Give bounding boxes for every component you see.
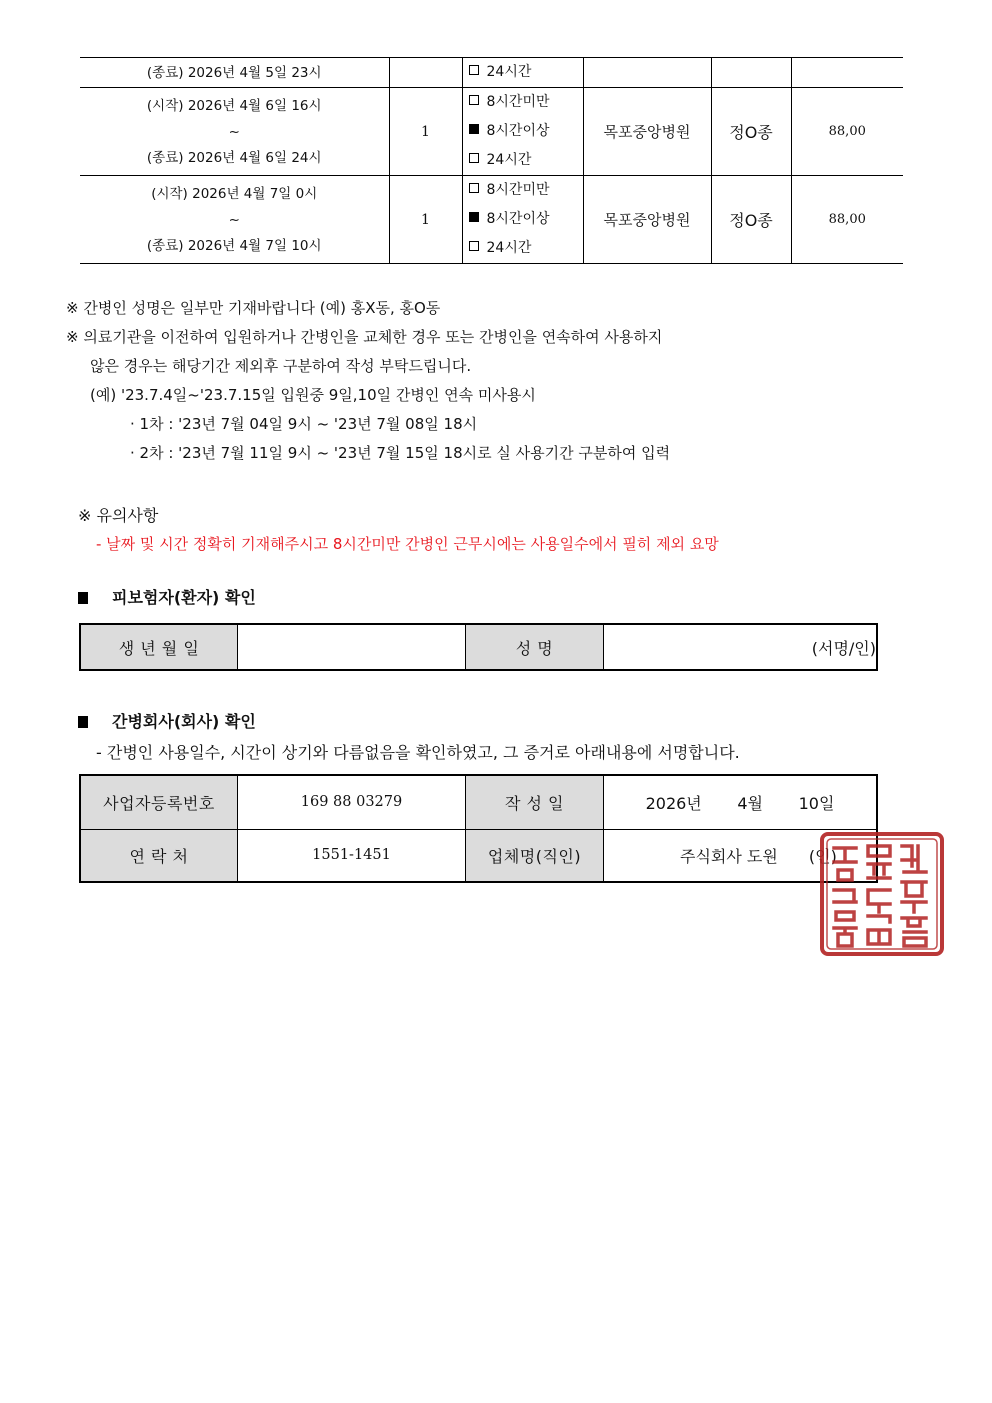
patient-name-label: 성 명 bbox=[466, 624, 604, 670]
note-transfer-cont: 않은 경우는 해당기간 제외후 구분하여 작성 부탁드립니다. bbox=[90, 357, 472, 375]
amount bbox=[791, 58, 903, 88]
period-end: (종료) 2026년 4월 5일 23시 bbox=[146, 64, 322, 81]
company-seal-stamp bbox=[818, 830, 946, 958]
option-under-8h[interactable]: 8시간미만 bbox=[463, 176, 583, 205]
note-example-1: · 1차 : '23년 7월 04일 9시 ~ '23년 7월 08일 18시 bbox=[130, 415, 478, 433]
biz-number-value: 169 88 03279 bbox=[238, 775, 466, 829]
checkbox-checked-icon bbox=[469, 212, 479, 222]
amount: 88,00 bbox=[791, 176, 903, 264]
day-count bbox=[389, 58, 462, 88]
option-over-8h[interactable]: 8시간이상 bbox=[463, 117, 583, 146]
period-tilde: ~ bbox=[228, 123, 240, 140]
hours-options bbox=[462, 176, 583, 264]
option-under-8h[interactable]: 8시간미만 bbox=[463, 88, 583, 117]
patient-sign-field[interactable] bbox=[604, 624, 878, 670]
square-bullet-icon bbox=[78, 716, 88, 728]
caregiver-name: 정O종 bbox=[711, 176, 791, 264]
caution-title: ※ 유의사항 bbox=[78, 506, 159, 525]
square-bullet-icon bbox=[78, 592, 88, 604]
company-section-title: 간병회사(회사) 확인 bbox=[78, 709, 256, 732]
day-count: 1 bbox=[389, 88, 462, 176]
seal-placeholder: (인) bbox=[808, 846, 837, 866]
option-24h[interactable]: 24시간 bbox=[463, 146, 583, 175]
company-name-label: 업체명(직인) bbox=[466, 829, 604, 882]
sign-placeholder: (서명/인) bbox=[811, 638, 876, 658]
caregiver-name: 정O종 bbox=[711, 88, 791, 176]
period-start: (시작) 2026년 4월 6일 16시 bbox=[146, 97, 322, 114]
patient-confirm-table bbox=[79, 623, 878, 671]
caregiver-name bbox=[711, 58, 791, 88]
checkbox-icon bbox=[469, 241, 479, 251]
hospital-name: 목포중앙병원 bbox=[583, 176, 711, 264]
option-24h[interactable]: 24시간 bbox=[463, 234, 583, 263]
table-row bbox=[80, 88, 903, 176]
date-value: 2026년 4월 10일 bbox=[604, 775, 878, 829]
hours-options bbox=[462, 58, 583, 88]
table-row bbox=[80, 58, 903, 88]
birthdate-label: 생 년 월 일 bbox=[80, 624, 238, 670]
option-over-8h[interactable]: 8시간이상 bbox=[463, 205, 583, 234]
checkbox-checked-icon bbox=[469, 124, 479, 134]
biz-number-label: 사업자등록번호 bbox=[80, 775, 238, 829]
hospital-name: 목포중앙병원 bbox=[583, 88, 711, 176]
option-24h[interactable]: 24시간 bbox=[463, 58, 583, 87]
contact-label: 연 락 처 bbox=[80, 829, 238, 882]
checkbox-icon bbox=[469, 65, 479, 75]
checkbox-icon bbox=[469, 95, 479, 105]
table-row bbox=[80, 176, 903, 264]
checkbox-icon bbox=[469, 153, 479, 163]
note-transfer: ※ 의료기관을 이전하여 입원하거나 간병인을 교체한 경우 또는 간병인을 연속하여 사용하지 bbox=[66, 328, 663, 346]
note-example: (예) '23.7.4일~'23.7.15일 입원중 9일,10일 간병인 연속 미사용시 bbox=[90, 386, 536, 404]
period-cell bbox=[80, 88, 389, 176]
period-tilde: ~ bbox=[228, 211, 240, 228]
caution-text: - 날짜 및 시간 정확히 기재해주시고 8시간미만 간병인 근무시에는 사용일수에서 필히 제외 요망 bbox=[96, 535, 719, 553]
hours-options bbox=[462, 88, 583, 176]
contact-value: 1551-1451 bbox=[238, 829, 466, 882]
birthdate-field[interactable] bbox=[238, 624, 466, 670]
hospital-name bbox=[583, 58, 711, 88]
day-count: 1 bbox=[389, 176, 462, 264]
company-name-value: 주식회사 도원 bbox=[680, 846, 778, 866]
period-end: (종료) 2026년 4월 7일 10시 bbox=[146, 237, 322, 254]
period-end: (종료) 2026년 4월 6일 24시 bbox=[146, 149, 322, 166]
period-start: (시작) 2026년 4월 7일 0시 bbox=[151, 185, 318, 202]
seal-icon bbox=[818, 830, 946, 958]
period-cell bbox=[80, 58, 389, 88]
care-period-table bbox=[80, 57, 903, 264]
note-name-format: ※ 간병인 성명은 일부만 기재바랍니다 (예) 홍X동, 홍O동 bbox=[66, 299, 441, 317]
company-confirm-table bbox=[79, 774, 878, 883]
period-cell bbox=[80, 176, 389, 264]
amount: 88,00 bbox=[791, 88, 903, 176]
date-label: 작 성 일 bbox=[466, 775, 604, 829]
note-example-2: · 2차 : '23년 7월 11일 9시 ~ '23년 7월 15일 18시로 실 사용기간 구분하여 입력 bbox=[130, 444, 671, 462]
checkbox-icon bbox=[469, 183, 479, 193]
patient-section-title: 피보험자(환자) 확인 bbox=[78, 585, 256, 608]
company-desc: - 간병인 사용일수, 시간이 상기와 다름없음을 확인하였고, 그 증거로 아래내용에 서명합니다. bbox=[96, 743, 740, 762]
